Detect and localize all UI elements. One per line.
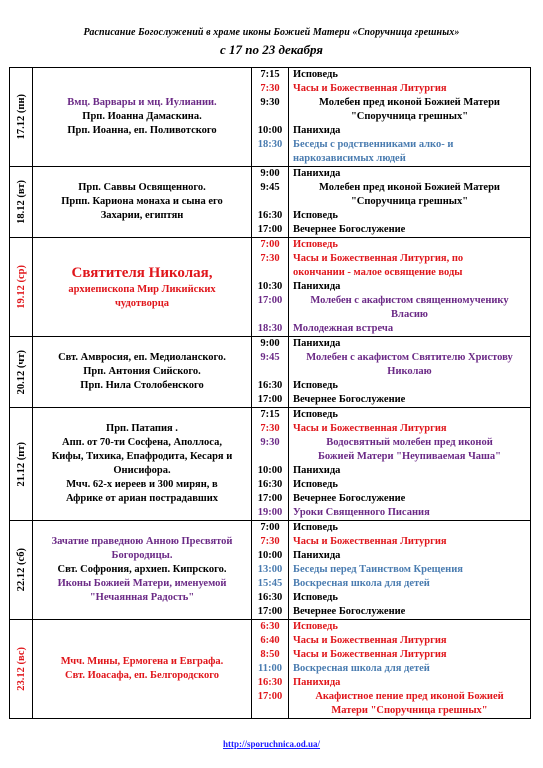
service-event: Панихида <box>293 168 341 179</box>
saint-line: Прп. Иоанна, еп. Поливотского <box>67 125 217 136</box>
service-time: 17:00 <box>257 606 283 617</box>
saint-line: Мчч. Мины, Ермогена и Евграфа. <box>60 656 224 667</box>
service-event: Воскресная школа для детей <box>293 663 430 674</box>
times-cell <box>252 167 289 238</box>
events-cell <box>289 521 531 620</box>
service-time: 9:45 <box>260 352 280 363</box>
service-time: 10:00 <box>257 465 283 476</box>
events-cell <box>289 337 531 408</box>
day-date-cell <box>10 337 33 408</box>
service-event: Молебен с акафистом священномученику <box>310 295 509 306</box>
events-cell <box>289 620 531 719</box>
service-event: Вечернее Богослужение <box>293 606 406 617</box>
service-time: 7:30 <box>260 536 280 547</box>
service-event: Исповедь <box>293 409 338 420</box>
service-time <box>252 308 288 322</box>
day-row <box>10 167 531 238</box>
service-event: Вечернее Богослужение <box>293 224 406 235</box>
service-time: 6:40 <box>260 635 280 646</box>
service-time: 7:15 <box>260 409 280 420</box>
service-event: Водосвятный молебен пред иконой <box>326 437 493 448</box>
service-time: 9:30 <box>260 437 280 448</box>
service-event: Беседы перед Таинством Крещения <box>293 564 463 575</box>
day-date-cell <box>10 167 33 238</box>
service-event: Исповедь <box>293 239 338 250</box>
saint-line: Прп. Иоанна Дамаскина. <box>82 111 202 122</box>
saint-line: Кифы, Тихика, Епафродита, Кесаря и <box>51 451 233 462</box>
day-date: 22.12 (сб) <box>15 548 27 592</box>
day-date: 20.12 (чт) <box>15 349 27 395</box>
saints-cell <box>33 521 252 620</box>
times-cell <box>252 521 289 620</box>
saint-line: Прп. Патапия . <box>106 423 178 434</box>
service-event: Молебен с акафистом Святителю Христову <box>306 352 513 363</box>
page-title: Расписание Богослужений в храме иконы Божией Матери «Споручница грешных» <box>83 27 460 38</box>
service-time <box>252 110 288 124</box>
day-date-cell <box>10 68 33 167</box>
service-event: Панихида <box>293 550 341 561</box>
schedule-table <box>9 67 531 719</box>
day-row <box>10 521 531 620</box>
saint-line: Прп. Саввы Освященного. <box>78 182 206 193</box>
service-event: Беседы с родственниками алко- и <box>293 139 454 150</box>
service-time <box>252 152 288 166</box>
footer <box>0 739 543 749</box>
service-time: 17:00 <box>257 493 283 504</box>
service-time: 17:00 <box>257 691 283 702</box>
site-link[interactable]: http://sporuchnica.od.ua/ <box>222 739 321 749</box>
service-event: Исповедь <box>293 380 338 391</box>
times-cell <box>252 238 289 337</box>
service-event: Панихида <box>293 125 341 136</box>
service-event: Николаю <box>387 366 432 377</box>
saint-line: Мчч. 62-х иереев и 300 мирян, в <box>66 479 218 490</box>
service-time: 9:45 <box>260 182 280 193</box>
day-row <box>10 337 531 408</box>
saint-line: Прпп. Кариона монаха и сына его <box>61 196 223 207</box>
service-event: Молодежная встреча <box>293 323 394 334</box>
service-event: Исповедь <box>293 621 338 632</box>
saint-line: Онисифора. <box>113 465 171 476</box>
day-row <box>10 238 531 337</box>
service-event: Часы и Божественная Литургия <box>293 423 447 434</box>
service-event: Исповедь <box>293 522 338 533</box>
service-time <box>252 450 288 464</box>
service-event: Часы и Божественная Литургия <box>293 649 447 660</box>
service-time: 6:30 <box>260 621 280 632</box>
service-time <box>252 266 288 280</box>
events-cell <box>289 408 531 521</box>
service-time <box>252 704 288 718</box>
service-event: Вечернее Богослужение <box>293 394 406 405</box>
service-event: Панихида <box>293 338 341 349</box>
service-time: 10:00 <box>257 125 283 136</box>
saint-line: Захарии, египтян <box>100 210 184 221</box>
service-event: Часы и Божественная Литургия <box>293 536 447 547</box>
service-time: 17:00 <box>257 394 283 405</box>
service-time: 16:30 <box>257 677 283 688</box>
day-date: 21.12 (пт) <box>15 441 27 487</box>
service-event: "Споручница грешных" <box>350 111 469 122</box>
service-event: Панихида <box>293 281 341 292</box>
service-time: 8:50 <box>260 649 280 660</box>
saints-cell <box>33 68 252 167</box>
service-time: 17:00 <box>257 224 283 235</box>
service-time: 19:00 <box>257 507 283 518</box>
service-event: Часы и Божественная Литургия <box>293 635 447 646</box>
saint-line: Иконы Божией Матери, именуемой <box>57 578 227 589</box>
day-date: 19.12 (ср) <box>15 265 27 309</box>
service-time <box>252 195 288 209</box>
saint-line: Зачатие праведною Анною Пресвятой <box>51 536 233 547</box>
service-time: 10:30 <box>257 281 283 292</box>
service-event: "Споручница грешных" <box>350 196 469 207</box>
service-time: 13:00 <box>257 564 283 575</box>
day-date: 17.12 (пн) <box>15 94 27 140</box>
day-date-cell <box>10 238 33 337</box>
day-row <box>10 620 531 719</box>
times-cell <box>252 68 289 167</box>
service-event: Молебен пред иконой Божией Матери <box>319 97 500 108</box>
day-date: 18.12 (вт) <box>15 180 27 224</box>
day-row <box>10 408 531 521</box>
service-event: Уроки Священного Писания <box>293 507 430 518</box>
saints-cell <box>33 337 252 408</box>
service-time: 7:00 <box>260 522 280 533</box>
saint-line: архиепископа Мир Ликийских <box>68 283 216 295</box>
service-time <box>252 365 288 379</box>
saint-line: Прп. Нила Столобенского <box>80 380 204 391</box>
service-time: 15:45 <box>257 578 283 589</box>
events-cell <box>289 167 531 238</box>
saint-line: Святителя Николая, <box>71 264 213 281</box>
service-time: 10:00 <box>257 550 283 561</box>
service-time: 17:00 <box>257 295 283 306</box>
service-event: Божией Матери "Неупиваемая Чаша" <box>317 451 501 462</box>
service-event: Исповедь <box>293 479 338 490</box>
service-time: 7:00 <box>260 239 280 250</box>
events-cell <box>289 238 531 337</box>
day-date-cell <box>10 620 33 719</box>
service-time: 11:00 <box>258 663 282 674</box>
saints-cell <box>33 167 252 238</box>
saint-line: Апп. от 70-ти Сосфена, Аполлоса, <box>62 437 222 448</box>
day-date: 23.12 (вс) <box>15 647 27 691</box>
day-date-cell <box>10 521 33 620</box>
service-time: 7:30 <box>260 253 280 264</box>
service-event: Молебен пред иконой Божией Матери <box>319 182 500 193</box>
times-cell <box>252 620 289 719</box>
saint-line: Свт. Софрония, архиеп. Кипрского. <box>57 564 227 575</box>
service-event: Часы и Божественная Литургия <box>293 83 447 94</box>
service-event: Акафистное пение пред иконой Божией <box>315 691 504 702</box>
saints-cell <box>33 238 252 337</box>
service-event: Вечернее Богослужение <box>293 493 406 504</box>
service-time: 7:15 <box>260 69 280 80</box>
service-time: 7:30 <box>260 423 280 434</box>
service-event: окончании - малое освящение воды <box>293 267 463 278</box>
saint-line: Африке от ариан пострадавших <box>65 493 219 504</box>
service-time: 16:30 <box>257 592 283 603</box>
service-event: Матери "Споручница грешных" <box>331 705 488 716</box>
service-event: Часы и Божественная Литургия, по <box>293 253 464 264</box>
service-time: 7:30 <box>260 83 280 94</box>
saints-cell <box>33 620 252 719</box>
service-event: Панихида <box>293 677 341 688</box>
service-time: 9:30 <box>260 97 280 108</box>
service-event: Исповедь <box>293 210 338 221</box>
saint-line: Прп. Антония Сийского. <box>83 366 201 377</box>
service-time: 9:00 <box>260 168 280 179</box>
saint-line: Вмц. Варвары и мц. Иулиании. <box>67 97 217 108</box>
saint-line: Богородицы. <box>111 550 173 561</box>
saint-line: чудотворца <box>114 297 170 309</box>
service-event: наркозависимых людей <box>293 153 406 164</box>
saint-line: Свт. Иоасафа, еп. Белгородского <box>65 670 219 681</box>
saint-line: Свт. Амвросия, еп. Медиоланского. <box>58 352 226 363</box>
service-event: Исповедь <box>293 69 338 80</box>
service-time: 9:00 <box>260 338 280 349</box>
service-time: 18:30 <box>257 139 283 150</box>
events-cell <box>289 68 531 167</box>
saint-line: "Нечаянная Радость" <box>89 592 195 603</box>
service-time: 16:30 <box>257 479 283 490</box>
times-cell <box>252 337 289 408</box>
date-range: с 17 по 23 декабря <box>220 42 323 57</box>
service-event: Исповедь <box>293 592 338 603</box>
service-event: Власию <box>391 309 428 320</box>
service-time: 16:30 <box>257 380 283 391</box>
service-event: Воскресная школа для детей <box>293 578 430 589</box>
times-cell <box>252 408 289 521</box>
service-time: 18:30 <box>257 323 283 334</box>
day-date-cell <box>10 408 33 521</box>
saints-cell <box>33 408 252 521</box>
service-time: 16:30 <box>257 210 283 221</box>
day-row <box>10 68 531 167</box>
service-event: Панихида <box>293 465 341 476</box>
